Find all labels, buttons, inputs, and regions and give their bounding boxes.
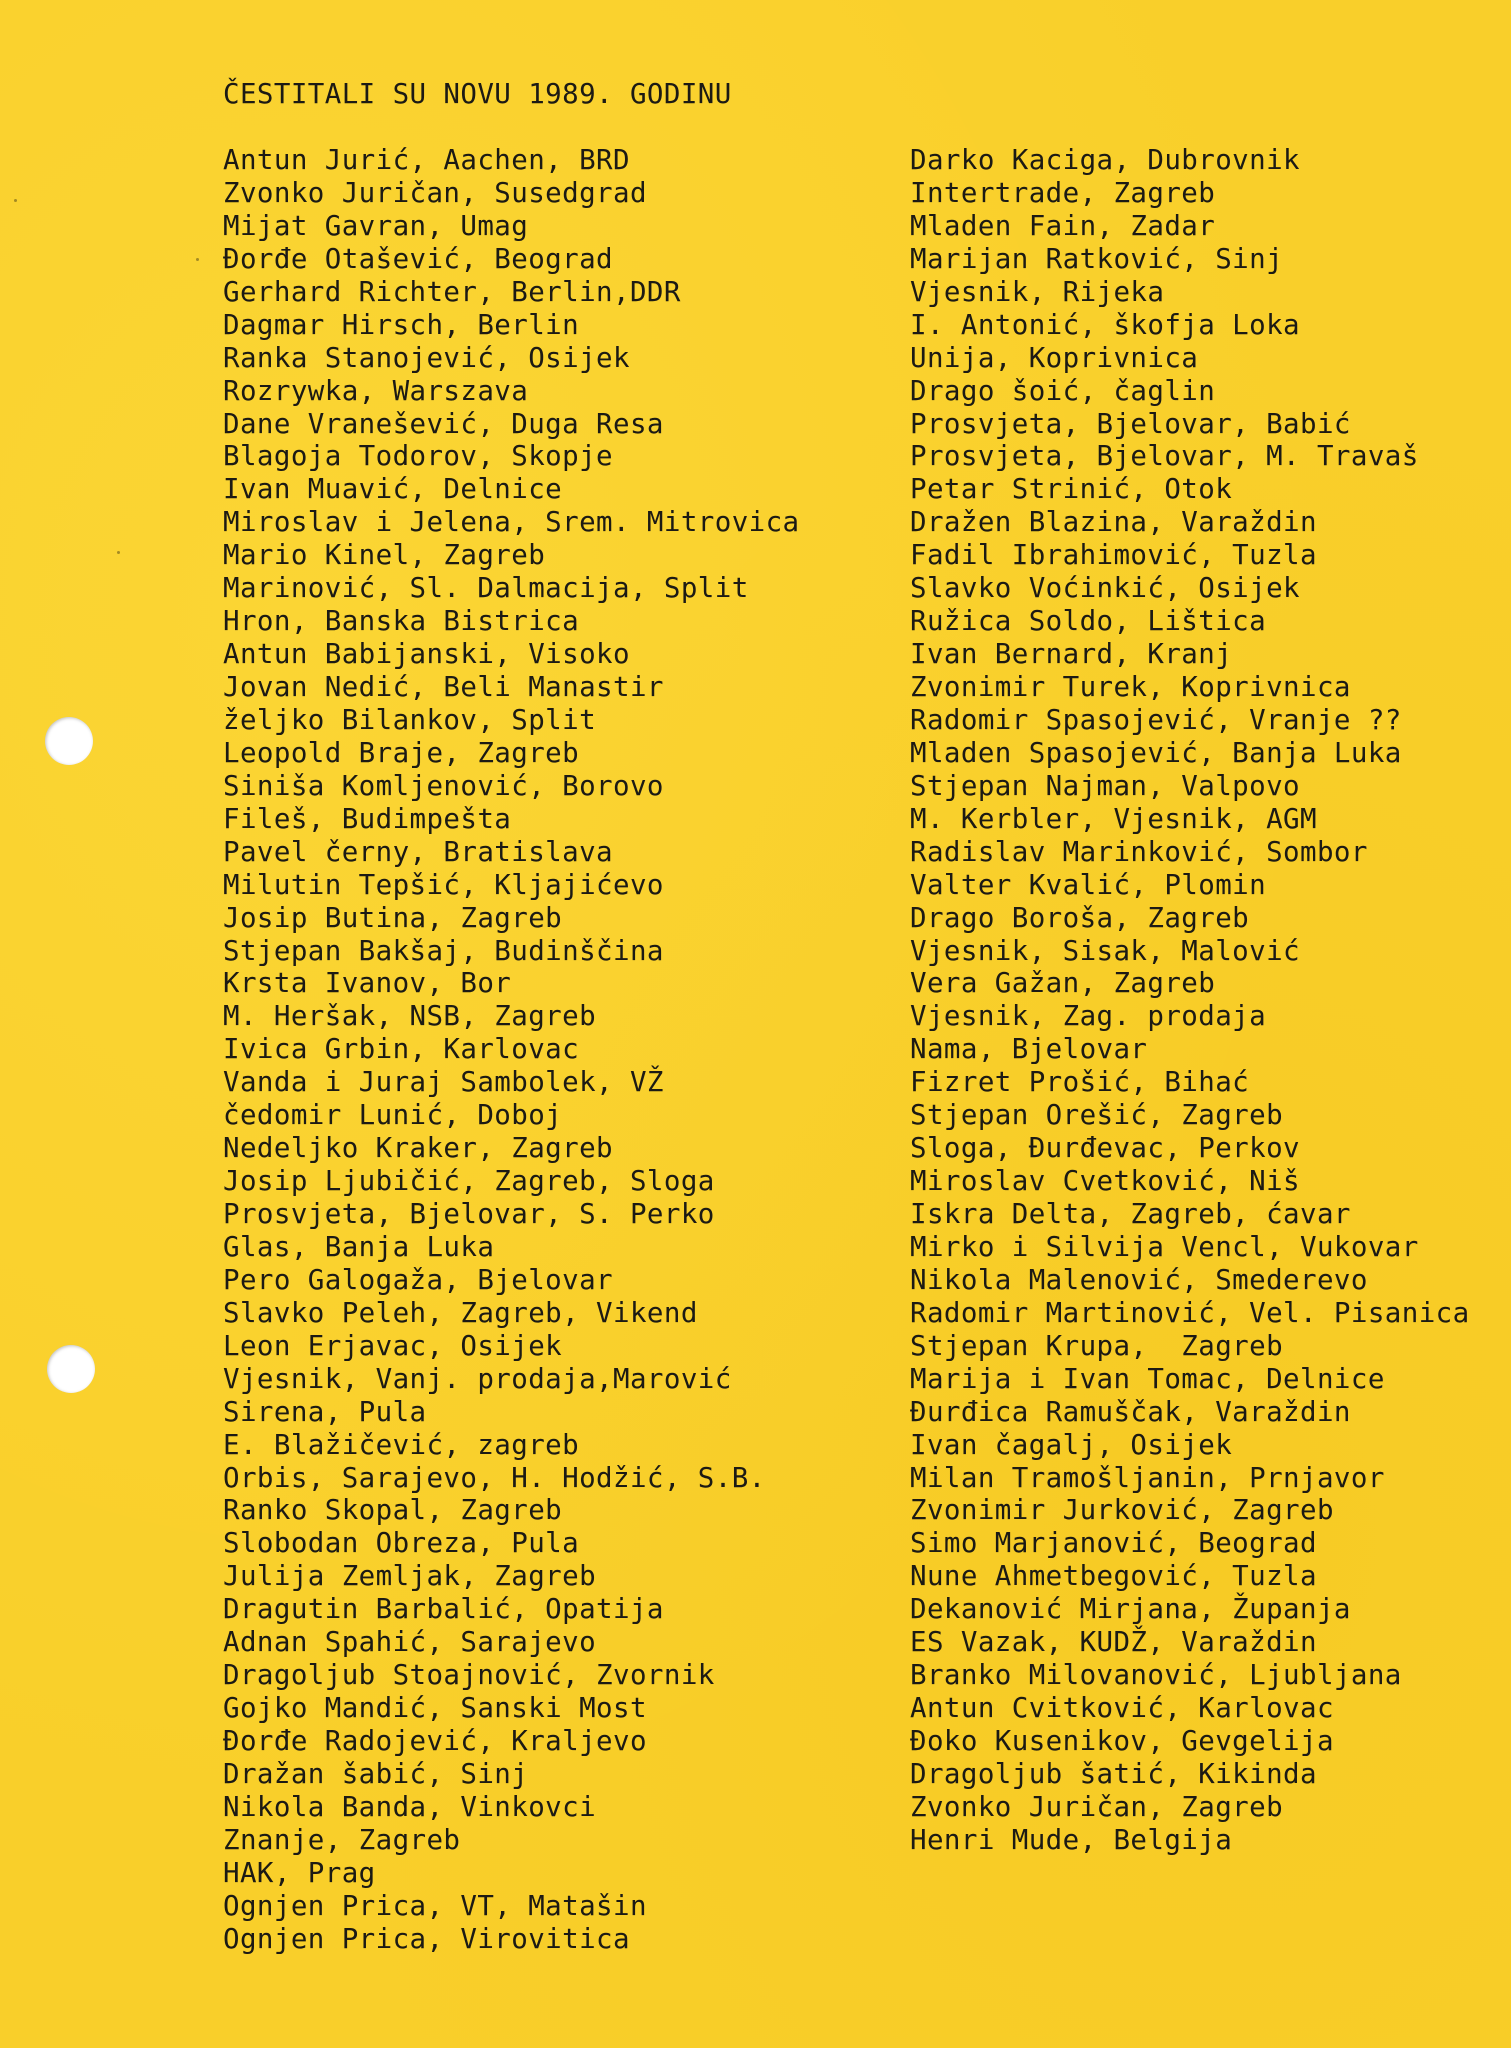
list-item: Vjesnik, Zag. prodaja [910,1000,1267,1033]
list-item: Antun Jurić, Aachen, BRD [223,144,630,176]
list-item: Prosvjeta, Bjelovar, Babić [910,407,1351,440]
list-item: Mladen Fain, Zadar [910,209,1216,242]
list-item: Slavko Voćinkić, Osijek [910,572,1300,605]
list-item: Josip Ljubičić, Zagreb, Sloga [223,1165,715,1198]
list-item: Marija i Ivan Tomac, Delnice [910,1362,1385,1395]
list-item: Mijat Gavran, Umag [223,209,529,242]
list-item: Drago šoić, čaglin [910,374,1216,407]
list-item: Miroslav Cvetković, Niš [910,1165,1300,1198]
list-item: Jovan Nedić, Beli Manastir [223,671,664,703]
list-item: Antun Babijanski, Visoko [223,638,630,671]
list-item: Stjepan Najman, Valpovo [910,769,1300,802]
list-item: Simo Marjanović, Beograd [910,1527,1317,1560]
list-item: I. Antonić, škofja Loka [910,308,1300,341]
list-item: Dražen Blazina, Varaždin [910,506,1317,539]
list-item: Orbis, Sarajevo, H. Hodžić, S.B. [223,1461,766,1494]
list-item: Ognjen Prica, Virovitica [223,1922,630,1955]
list-item: Ognjen Prica, VT, Matašin [223,1889,647,1922]
list-item: Zvonko Juričan, Susedgrad [223,176,647,209]
paper-speck [196,258,199,261]
list-item: Antun Cvitković, Karlovac [910,1692,1334,1725]
list-item: Ranka Stanojević, Osijek [223,341,630,374]
list-item: Slavko Peleh, Zagreb, Vikend [223,1296,698,1329]
list-item: Intertrade, Zagreb [910,176,1216,209]
list-item: Sirena, Pula [223,1395,427,1428]
list-item: Stjepan Orešić, Zagreb [910,1099,1284,1132]
list-item: Vjesnik, Rijeka [910,275,1165,308]
list-item: Slobodan Obreza, Pula [223,1527,580,1560]
list-item: Ivan Bernard, Kranj [910,638,1233,671]
list-item: Siniša Komljenović, Borovo [223,769,664,802]
list-item: Nikola Malenović, Smederevo [910,1263,1368,1296]
list-item: Pero Galogaža, Bjelovar [223,1263,613,1296]
list-item: Radislav Marinković, Sombor [910,835,1368,868]
list-item: Dragutin Barbalić, Opatija [223,1593,664,1626]
list-item: Đorđe Radojević, Kraljevo [223,1725,647,1757]
list-item: Đoko Kusenikov, Gevgelija [910,1725,1334,1757]
list-item: Valter Kvalić, Plomin [910,868,1267,901]
list-item: Stjepan Krupa, Zagreb [910,1329,1284,1362]
list-item: Nikola Banda, Vinkovci [223,1790,597,1823]
list-item: Nune Ahmetbegović, Tuzla [910,1560,1317,1593]
list-item: Iskra Delta, Zagreb, ćavar [910,1198,1351,1230]
list-item: Dane Vranešević, Duga Resa [223,407,664,440]
list-item: M. Kerbler, Vjesnik, AGM [910,802,1317,835]
greetings-list-left [223,144,800,1956]
list-item: Milutin Tepšić, Kljajićevo [223,868,664,901]
list-item: Mirko i Silvija Vencl, Vukovar [910,1230,1419,1263]
list-item: Gojko Mandić, Sanski Most [223,1692,647,1725]
list-item: Henri Mude, Belgija [910,1823,1233,1856]
list-item: Julija Zemljak, Zagreb [223,1560,597,1593]
list-item: HAK, Prag [223,1856,376,1889]
list-item: Vjesnik, Sisak, Malović [910,934,1300,967]
punch-hole-bottom [47,1345,95,1393]
list-item: Vera Gažan, Zagreb [910,967,1216,1000]
list-item: Marijan Ratković, Sinj [910,242,1284,275]
list-item: Zvonko Juričan, Zagreb [910,1790,1284,1823]
list-item: Branko Milovanović, Ljubljana [910,1659,1402,1692]
list-item: Pavel černy, Bratislava [223,835,613,868]
list-item: Đurđica Ramuščak, Varaždin [910,1395,1351,1428]
list-item: Znanje, Zagreb [223,1823,461,1856]
list-item: Vanda i Juraj Sambolek, VŽ [223,1066,664,1099]
punch-hole-top [45,717,93,765]
list-item: Prosvjeta, Bjelovar, M. Travaš [910,440,1419,473]
list-item: Leopold Braje, Zagreb [223,736,580,769]
list-item: Darko Kaciga, Dubrovnik [910,144,1300,176]
list-item: Unija, Koprivnica [910,341,1199,374]
list-item: Nama, Bjelovar [910,1033,1148,1066]
list-item: Vjesnik, Vanj. prodaja,Marović [223,1362,732,1395]
list-item: Ivica Grbin, Karlovac [223,1033,580,1066]
greetings-list-right [910,144,1470,1857]
list-item: Rozrywka, Warszava [223,374,529,407]
list-item: Mario Kinel, Zagreb [223,539,546,572]
list-item: Stjepan Bakšaj, Budinščina [223,934,664,967]
paper-speck [117,551,120,554]
list-item: Dražan šabić, Sinj [223,1757,529,1790]
list-item: Dragoljub šatić, Kikinda [910,1757,1317,1790]
list-item: Nedeljko Kraker, Zagreb [223,1132,613,1165]
list-item: Ivan Muavić, Delnice [223,473,563,506]
list-item: Josip Butina, Zagreb [223,901,563,934]
list-item: željko Bilankov, Split [223,703,597,736]
list-item: Ivan čagalj, Osijek [910,1428,1233,1461]
list-item: Leon Erjavac, Osijek [223,1329,563,1362]
list-item: Dekanović Mirjana, Županja [910,1593,1351,1626]
list-item: ES Vazak, KUDŽ, Varaždin [910,1626,1317,1659]
list-item: Radomir Spasojević, Vranje ?? [910,703,1402,736]
list-item: Ružica Soldo, Lištica [910,605,1267,638]
list-item: Prosvjeta, Bjelovar, S. Perko [223,1198,715,1230]
list-item: Fadil Ibrahimović, Tuzla [910,539,1317,572]
list-item: Sloga, Đurđevac, Perkov [910,1132,1300,1165]
list-item: Milan Tramošljanin, Prnjavor [910,1461,1385,1494]
list-item: E. Blažičević, zagreb [223,1428,580,1461]
list-item: Dagmar Hirsch, Berlin [223,308,580,341]
list-item: Dragoljub Stoajnović, Zvornik [223,1659,715,1692]
list-item: čedomir Lunić, Doboj [223,1099,563,1132]
list-item: Petar Strinić, Otok [910,473,1233,506]
list-item: Mladen Spasojević, Banja Luka [910,736,1402,769]
list-item: Glas, Banja Luka [223,1230,495,1263]
list-item: Fizret Prošić, Bihać [910,1066,1250,1099]
list-item: M. Heršak, NSB, Zagreb [223,1000,597,1033]
list-item: Fileš, Budimpešta [223,802,512,835]
list-item: Ranko Skopal, Zagreb [223,1494,563,1527]
document-title: ČESTITALI SU NOVU 1989. GODINU [223,78,732,110]
list-item: Blagoja Todorov, Skopje [223,440,613,473]
list-item: Miroslav i Jelena, Srem. Mitrovica [223,506,800,539]
list-item: Zvonimir Turek, Koprivnica [910,671,1351,703]
list-item: Adnan Spahić, Sarajevo [223,1626,597,1659]
list-item: Drago Boroša, Zagreb [910,901,1250,934]
list-item: Krsta Ivanov, Bor [223,967,512,1000]
list-item: Radomir Martinović, Vel. Pisanica [910,1296,1470,1329]
paper-speck [14,199,17,202]
list-item: Gerhard Richter, Berlin,DDR [223,275,681,308]
list-item: Marinović, Sl. Dalmacija, Split [223,572,749,605]
list-item: Đorđe Otašević, Beograd [223,242,613,275]
list-item: Hron, Banska Bistrica [223,605,580,638]
list-item: Zvonimir Jurković, Zagreb [910,1494,1334,1527]
